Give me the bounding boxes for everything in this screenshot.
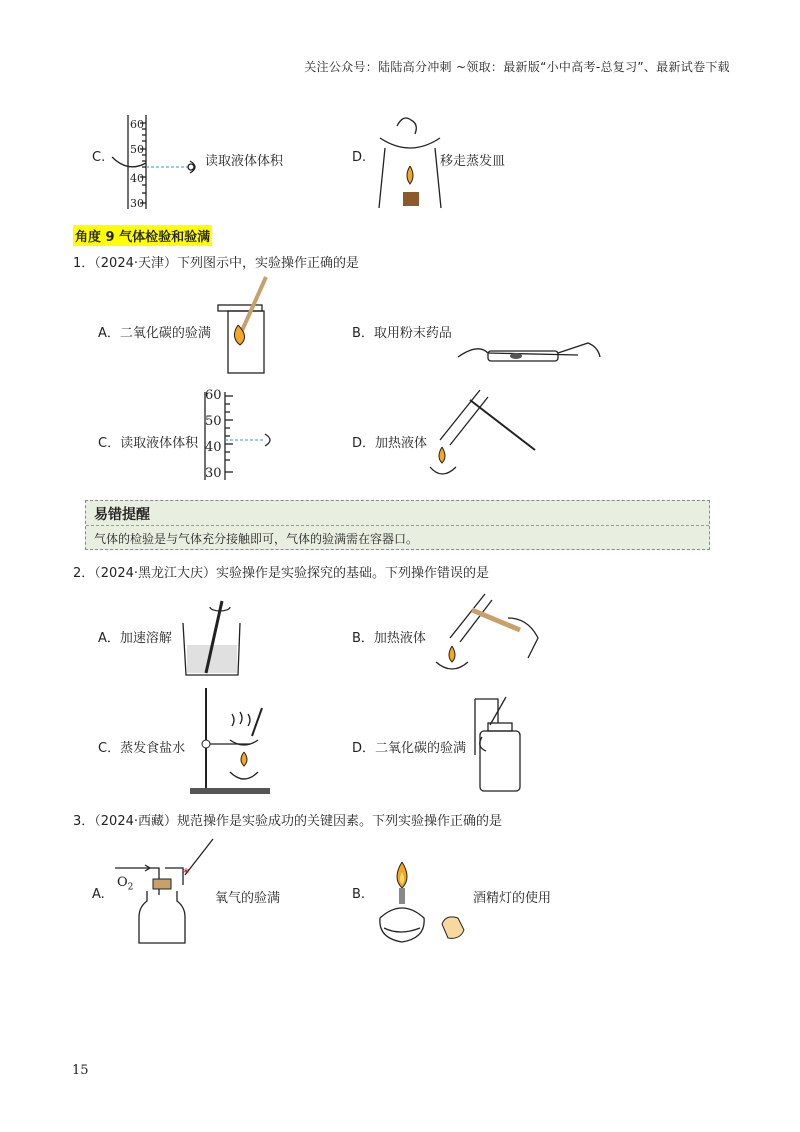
q2-option-b: B．加热液体 <box>352 631 426 646</box>
option-d-text: 移走蒸发皿 <box>440 154 506 169</box>
co2-bottle-figure <box>470 695 525 793</box>
scale-label-30: 30 <box>130 197 144 210</box>
scale-label-50: 50 <box>130 143 144 156</box>
evaporation-stand-figure <box>190 688 275 798</box>
q1-scale-60: 60 <box>205 388 222 403</box>
page-number: 15 <box>72 1063 89 1078</box>
oxygen-bottle-figure <box>115 835 210 947</box>
tip-divider <box>86 525 709 526</box>
question-3-stem: 3．（2024·西藏）规范操作是实验成功的关键因素。下列实验操作正确的是 <box>73 814 502 829</box>
tip-box <box>85 500 710 550</box>
q1-option-a: A．二氧化碳的验满 <box>98 326 211 341</box>
option-c-text: 读取液体体积 <box>205 154 284 169</box>
section-title: 角度 9 气体检验和验满 <box>73 225 212 246</box>
scale-label-40: 40 <box>130 172 144 185</box>
o2-label: $O_2$ <box>117 875 134 893</box>
graduated-cylinder-figure <box>110 115 210 210</box>
q2-option-a: A．加速溶解 <box>98 631 172 646</box>
q1-option-c: C．读取液体体积 <box>98 436 199 451</box>
tip-title: 易错提醒 <box>94 507 150 523</box>
page-header: 关注公众号：陆陆高分冲刺 ~领取：最新版“小中高考-总复习”、最新试卷下载 <box>304 60 730 74</box>
option-c-letter: C. <box>92 150 106 165</box>
q2-option-d: D．二氧化碳的验满 <box>352 741 467 756</box>
beaker-stirring-figure <box>178 595 243 677</box>
heating-test-tube-figure <box>430 385 540 485</box>
q1-option-d: D．加热液体 <box>352 436 428 451</box>
q1-scale-40: 40 <box>205 440 222 455</box>
q3-option-b-text: 酒精灯的使用 <box>473 891 552 906</box>
q3-option-a-letter: A. <box>92 887 105 902</box>
option-d-letter: D. <box>352 150 367 165</box>
tip-text: 气体的检验是与气体充分接触即可，气体的验满需在容器口。 <box>94 532 419 546</box>
q2-option-c: C．蒸发食盐水 <box>98 741 186 756</box>
question-1-stem: 1．（2024·天津）下列图示中，实验操作正确的是 <box>73 256 359 271</box>
q3-option-a-text: 氧气的验满 <box>215 891 281 906</box>
test-tube-holder-figure <box>430 590 545 675</box>
alcohol-lamp-figure <box>372 858 477 946</box>
gas-bottle-splint-figure <box>218 275 278 375</box>
q1-option-b: B．取用粉末药品 <box>352 326 452 341</box>
question-2-stem: 2．（2024·黑龙江大庆）实验操作是实验探究的基础。下列操作错误的是 <box>73 566 489 581</box>
svg-text:*: * <box>183 866 189 880</box>
scale-label-60: 60 <box>130 118 144 131</box>
powder-test-tube-figure <box>458 335 603 375</box>
evaporating-dish-figure <box>375 108 445 213</box>
q1-scale-30: 30 <box>205 466 222 481</box>
q1-scale-50: 50 <box>205 414 222 429</box>
q3-option-b-letter: B. <box>352 887 366 902</box>
